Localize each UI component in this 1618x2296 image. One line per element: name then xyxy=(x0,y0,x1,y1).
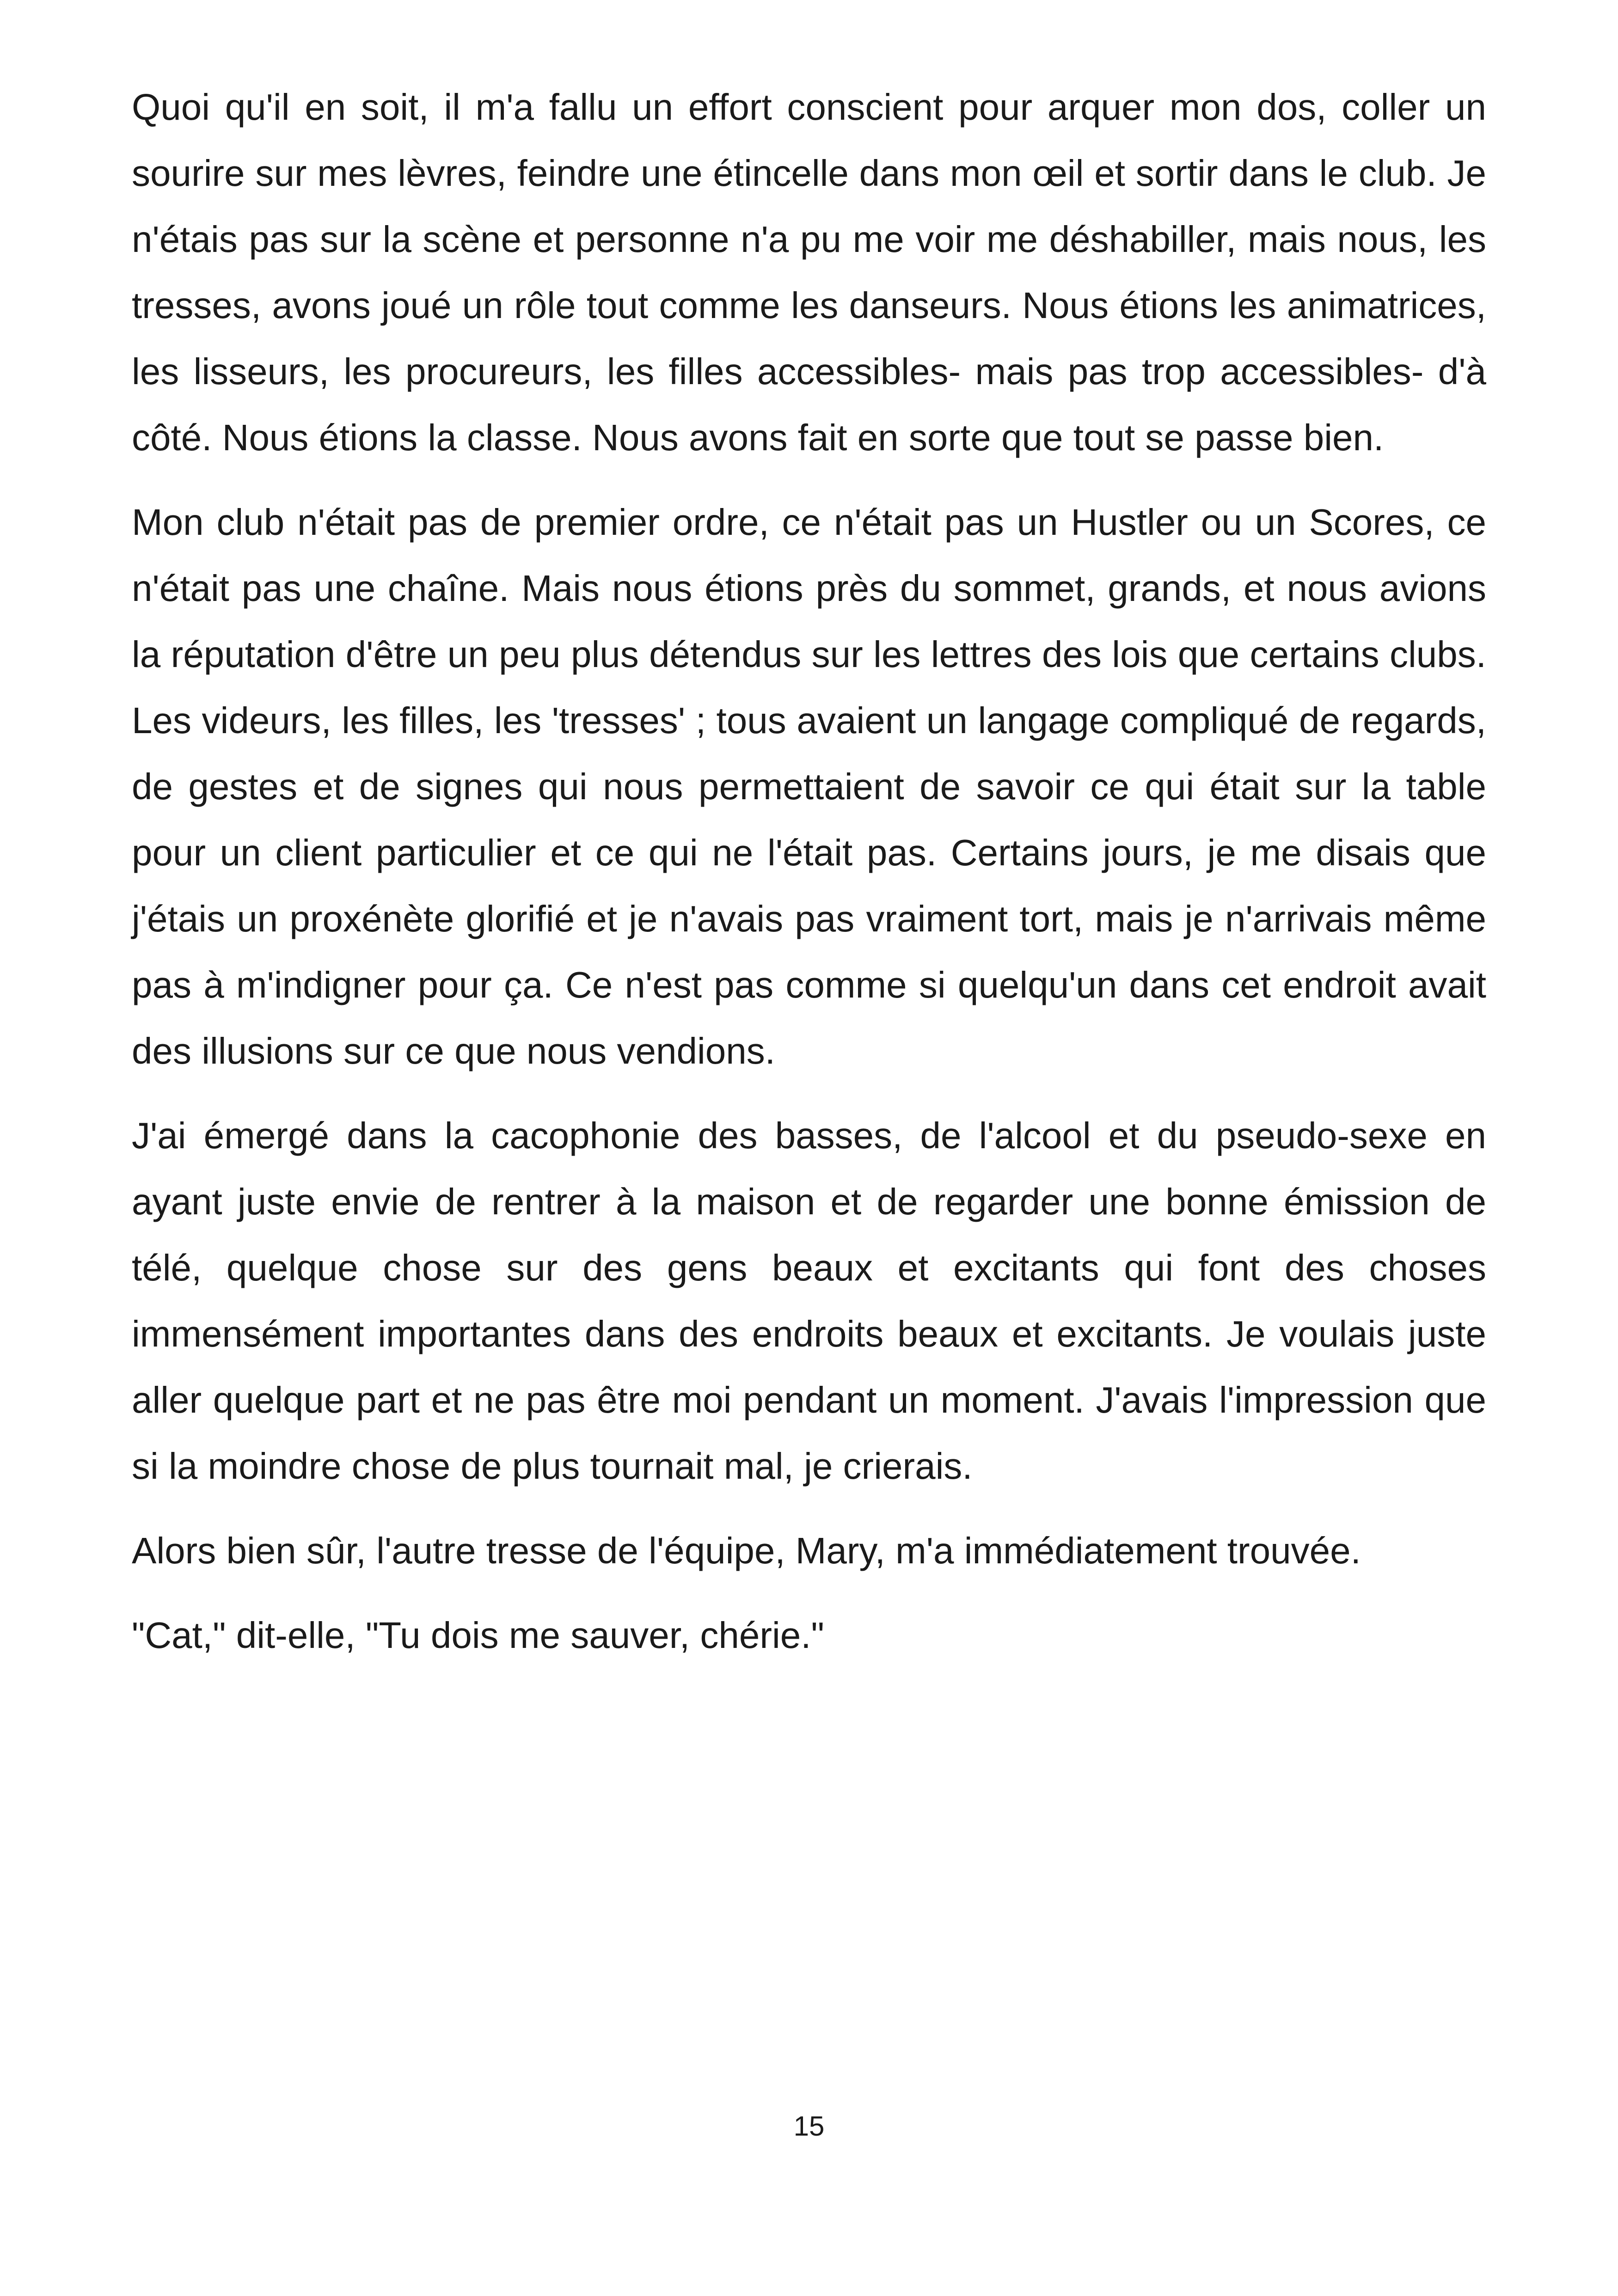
paragraph-3: J'ai émergé dans la cacophonie des basses, de l'alcool et du pseudo-sexe en ayant juste envie de rentrer à la maison et de regarder une bonne émission de télé, quelque chose sur des gens beaux et excitants qui font des choses immensément importantes dans des endroits beaux et excitants. Je voulais juste aller quelque part et ne pas être moi pendant un moment. J'avais l'impression que si la moindre chose de plus tournait mal, je crierais. xyxy=(132,1115,1486,1487)
paragraph-5: "Cat," dit-elle, "Tu dois me sauver, chérie." xyxy=(132,1615,824,1656)
page-number: 15 xyxy=(793,2111,825,2142)
paragraph-1: Quoi qu'il en soit, il m'a fallu un effort conscient pour arquer mon dos, coller un sourire sur mes lèvres, feindre une étincelle dans mon œil et sortir dans le club. Je n'étais pas sur la scène et personne n'a pu me voir me déshabiller, mais nous, les tresses, avons joué un rôle tout comme les danseurs. Nous étions les animatrices, les lisseurs, les procureurs, les filles accessibles- mais pas trop accessibles- d'à côté. Nous étions la classe. Nous avons fait en sorte que tout se passe bien. xyxy=(132,86,1486,458)
body-text xyxy=(132,74,1486,1687)
paragraph-4: Alors bien sûr, l'autre tresse de l'équipe, Mary, m'a immédiatement trouvée. xyxy=(132,1530,1361,1571)
paragraph-2: Mon club n'était pas de premier ordre, ce n'était pas un Hustler ou un Scores, ce n'était pas une chaîne. Mais nous étions près du sommet, grands, et nous avions la réputation d'être un peu plus détendus sur les lettres des lois que certains clubs. Les videurs, les filles, les 'tresses' ; tous avaient un langage compliqué de regards, de gestes et de signes qui nous permettaient de savoir ce qui était sur la table pour un client particulier et ce qui ne l'était pas. Certains jours, je me disais que j'étais un proxénète glorifié et je n'avais pas vraiment tort, mais je n'arrivais même pas à m'indigner pour ça. Ce n'est pas comme si quelqu'un dans cet endroit avait des illusions sur ce que nous vendions. xyxy=(132,502,1486,1071)
